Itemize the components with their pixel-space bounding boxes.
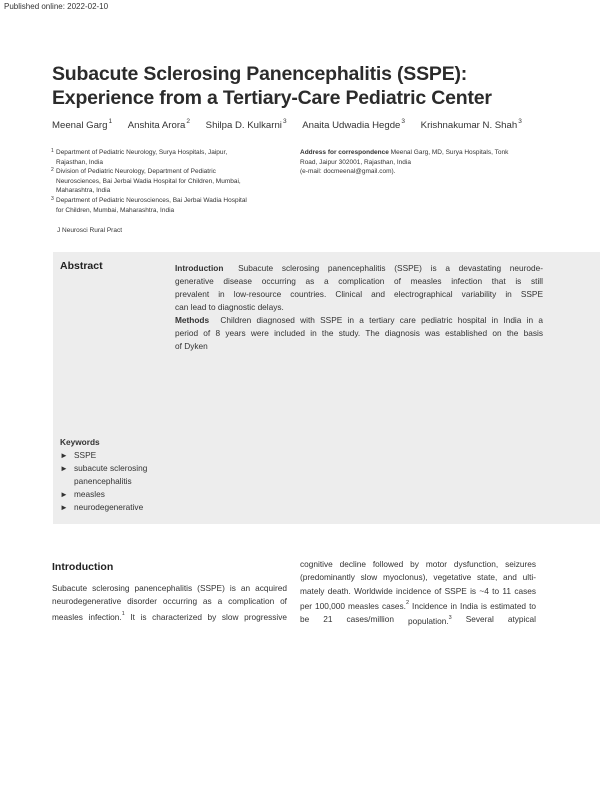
body-column-left — [52, 582, 287, 624]
affiliation — [52, 196, 292, 215]
body-line: cognitive decline followed by motor dysfunction, seizures — [300, 559, 536, 569]
correspondence-line: Road, Jaipur 302001, Rajasthan, India — [300, 158, 411, 166]
abstract-heading: Abstract — [60, 260, 103, 272]
author-affil-sup: 3 — [401, 118, 405, 125]
author-affil-sup: 3 — [518, 118, 522, 125]
author — [52, 119, 112, 131]
author-name: Meenal Garg — [52, 120, 108, 132]
affiliation-line: for Children, Mumbai, Maharashtra, India — [56, 206, 175, 214]
abstract-line — [175, 262, 543, 275]
affiliation — [52, 148, 292, 167]
affiliation-line: Neurosciences, Bai Jerbai Wadia Hospital for Children, Mumbai, — [56, 177, 241, 185]
body-line: mately death. Worldwide incidence of SSPE is ~4 to 11 cases — [300, 585, 536, 596]
keyword-text: subacute sclerosing — [74, 463, 148, 473]
abstract-line: can lead to diagnostic delays. — [175, 302, 284, 312]
author-name: Anaita Udwadia Hegde — [302, 120, 401, 132]
body-line — [300, 613, 536, 628]
abstract-line: period of 8 years were included in the study. The diagnosis was established on the basis — [175, 328, 543, 338]
affiliation-line: Department of Pediatric Neurosciences, Bai Jerbai Wadia Hospital — [56, 196, 247, 204]
title-line-2: Experience from a Tertiary-Care Pediatric Center — [52, 87, 492, 109]
body-text: per 100,000 measles cases. — [300, 600, 406, 611]
abstract-line: generative disease occurring as a complication of measles infection that is still — [175, 276, 543, 286]
author-list — [52, 119, 592, 131]
body-text: population. — [408, 615, 449, 626]
correspondence-label: Address for correspondence — [300, 149, 389, 156]
keyword-item — [60, 449, 147, 462]
author — [206, 119, 287, 131]
keyword-text: neurodegenerative — [74, 502, 144, 512]
published-date: Published online: 2022-02-10 — [4, 2, 109, 11]
abstract-line — [175, 314, 543, 327]
affiliations — [52, 148, 292, 215]
body-word: be — [300, 613, 310, 624]
introduction-heading: Introduction — [52, 561, 114, 573]
abstract-methods-head: Methods — [175, 315, 210, 325]
body-word: Several — [465, 613, 494, 624]
body-word: atypical — [507, 613, 536, 624]
abstract-intro-head: Introduction — [175, 263, 224, 273]
keyword-item — [60, 462, 147, 488]
citation-sup: 1 — [121, 610, 125, 617]
arrow-right-icon: ► — [60, 464, 68, 473]
keyword-text: measles — [74, 489, 105, 499]
citation-sup: 2 — [405, 599, 409, 606]
body-line: Subacute sclerosing panencephalitis (SSPE) is an acquired — [52, 583, 287, 593]
keyword-item — [60, 501, 147, 514]
abstract-text: Subacute sclerosing panencephalitis (SSPE) is a devastating neurode- — [238, 263, 543, 273]
author-name: Krishnakumar N. Shah — [420, 120, 518, 132]
body-word — [408, 613, 452, 628]
correspondence-line — [300, 148, 555, 158]
keywords — [60, 436, 147, 514]
correspondence-address — [300, 148, 555, 177]
affiliation-number: 1 — [51, 148, 54, 154]
affiliation-number: 2 — [51, 167, 54, 174]
arrow-right-icon: ► — [60, 451, 68, 460]
keyword-text: panencephalitis — [74, 476, 132, 486]
body-line: (predominantly slow myoclonus), vegetative state, and ulti- — [300, 572, 536, 583]
body-line — [300, 598, 536, 613]
author — [421, 119, 522, 131]
body-text: It is characterized by slow progressive — [124, 611, 287, 622]
correspondence-text: Meenal Garg, MD, Surya Hospitals, Tonk — [390, 149, 509, 156]
author-affil-sup: 2 — [186, 118, 190, 125]
body-line: neurodegenerative disorder occurring as a complication of — [52, 596, 287, 607]
citation-sup: 3 — [448, 614, 452, 621]
keyword-text: SSPE — [74, 450, 97, 460]
abstract-line: prevalent in low-resource countries. Clinical and electrographical variability in SSPE — [175, 289, 543, 299]
body-line — [52, 609, 287, 624]
body-text: measles infection. — [52, 611, 122, 622]
arrow-right-icon: ► — [60, 490, 68, 499]
author-name: Anshita Arora — [127, 120, 186, 132]
article-title — [52, 62, 572, 110]
author — [128, 119, 190, 131]
journal-name: J Neurosci Rural Pract — [57, 227, 123, 234]
body-column-right — [300, 558, 536, 628]
affiliation-line: Rajasthan, India — [56, 158, 103, 166]
affiliation-line: Department of Pediatric Neurology, Surya Hospitals, Jaipur, — [56, 149, 228, 156]
title-line-1: Subacute Sclerosing Panencephalitis (SSPE): — [52, 63, 468, 85]
abstract-text: Children diagnosed with SSPE in a tertiary care pediatric hospital in India in a — [220, 315, 543, 325]
affiliation-line: Division of Pediatric Neurology, Department of Pediatric — [56, 168, 216, 176]
keyword-item — [60, 488, 147, 501]
author-affil-sup: 1 — [108, 118, 113, 125]
abstract-box — [53, 252, 600, 524]
keywords-title: Keywords — [60, 437, 100, 447]
body-text: Incidence in India is estimated to — [409, 600, 536, 611]
author — [302, 119, 405, 131]
body-word: cases/million — [346, 613, 394, 624]
arrow-right-icon: ► — [60, 503, 68, 512]
author-name: Shilpa D. Kulkarni — [205, 120, 282, 132]
abstract-line: of Dyken — [175, 341, 208, 351]
affiliation-number: 3 — [51, 195, 54, 202]
body-word: 21 — [323, 613, 333, 624]
affiliation-line: Maharashtra, India — [56, 187, 111, 195]
abstract-body — [175, 262, 543, 353]
author-affil-sup: 3 — [282, 118, 287, 125]
correspondence-email: (e-mail: docmeenal@gmail.com). — [300, 168, 396, 176]
affiliation — [52, 167, 292, 196]
